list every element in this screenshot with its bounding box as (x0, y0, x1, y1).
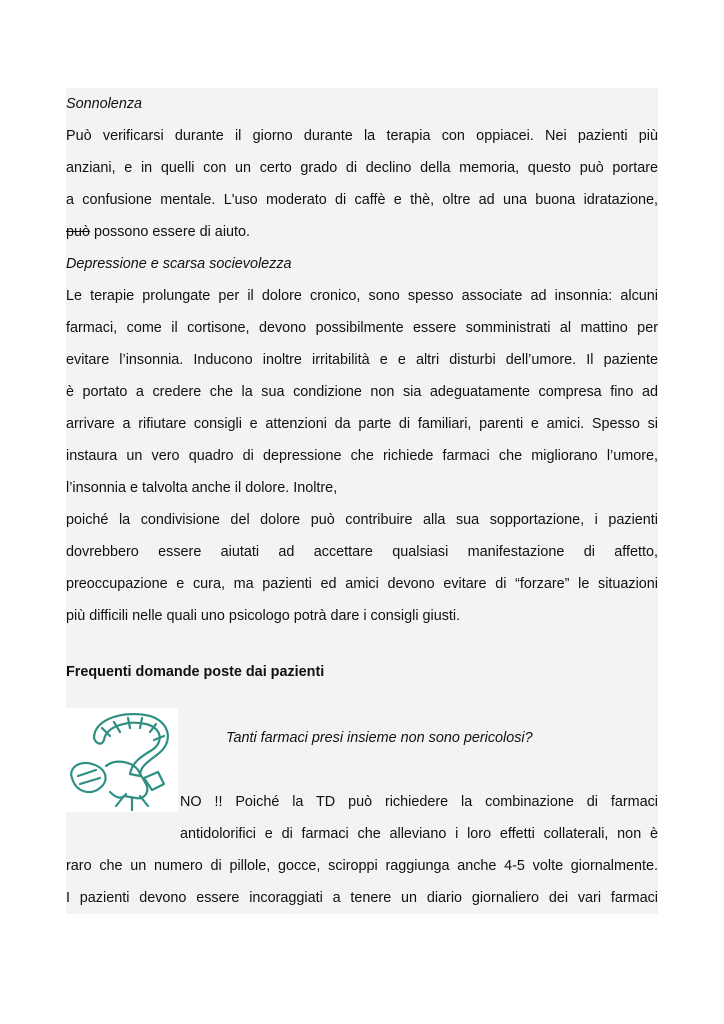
answer-line: raro che un numero di pillole, gocce, sciroppi raggiunga anche 4-5 volte giornalmente. (66, 858, 658, 874)
answer-line-text: antidolorifici e di farmaci che alleviano i loro effetti collaterali, non è (180, 826, 658, 842)
paragraph-line: poiché la condivisione del dolore può contribuire alla sua sopportazione, i pazienti (66, 512, 658, 528)
paragraph-line: Le terapie prolungate per il dolore cronico, sono spesso associate ad insonnia: alcuni (66, 288, 658, 304)
paragraph-line: farmaci, come il cortisone, devono possibilmente essere somministrati al mattino per (66, 320, 658, 336)
paragraph-line: a confusione mentale. L'uso moderato di caffè e thè, oltre ad una buona idratazione, (66, 192, 658, 208)
question-mark-figure-icon (66, 708, 178, 812)
faq-heading: Frequenti domande poste dai pazienti (66, 664, 325, 680)
answer-line-text: NO !! Poiché la TD può richiedere la combinazione di farmaci (180, 794, 658, 810)
paragraph-line: instaura un vero quadro di depressione che richiede farmaci che migliorano l’umore, (66, 448, 658, 464)
section-title-sonnolenza: Sonnolenza (66, 96, 143, 112)
question-mark-figure-icon (66, 708, 178, 812)
answer-line: I pazienti devono essere incoraggiati a tenere un diario giornaliero dei vari farmaci (66, 890, 658, 906)
spacer (66, 688, 658, 708)
paragraph-line: arrivare a rifiutare consigli e attenzioni da parte di familiari, parenti e amici. Spesso si (66, 416, 658, 432)
paragraph-line: dovrebbero essere aiutati ad accettare qualsiasi manifestazione di affetto, (66, 544, 658, 560)
paragraph-line: è portato a credere che la sua condizione non sia adeguatamente compresa fino ad (66, 384, 658, 400)
struck-word: può (66, 224, 91, 240)
answer-line (180, 786, 658, 818)
paragraph-line: più difficili nelle quali uno psicologo potrà dare i consigli giusti. (66, 608, 461, 624)
spacer (66, 632, 658, 656)
paragraph-line: anziani, e in quelli con un certo grado di declino della memoria, questo può portare (66, 160, 658, 176)
paragraph-line: evitare l’insonnia. Inducono inoltre irritabilità e e altri disturbi dell’umore. Il paziente (66, 352, 658, 368)
section-title-depressione: Depressione e scarsa socievolezza (66, 256, 292, 272)
paragraph-line: l’insonnia e talvolta anche il dolore. Inoltre, (66, 480, 338, 496)
faq-question-block (66, 708, 658, 842)
answer-line (180, 818, 658, 850)
faq-question: Tanti farmaci presi insieme non sono pericolosi? (226, 730, 533, 746)
document-body (66, 88, 658, 914)
paragraph-line (66, 216, 658, 248)
paragraph-line: Può verificarsi durante il giorno durante la terapia con oppiacei. Nei pazienti più (66, 128, 658, 144)
paragraph-line: preoccupazione e cura, ma pazienti ed amici devono evitare di “forzare” le situazioni (66, 576, 658, 592)
paragraph-line-rest: possono essere di aiuto. (90, 224, 251, 240)
